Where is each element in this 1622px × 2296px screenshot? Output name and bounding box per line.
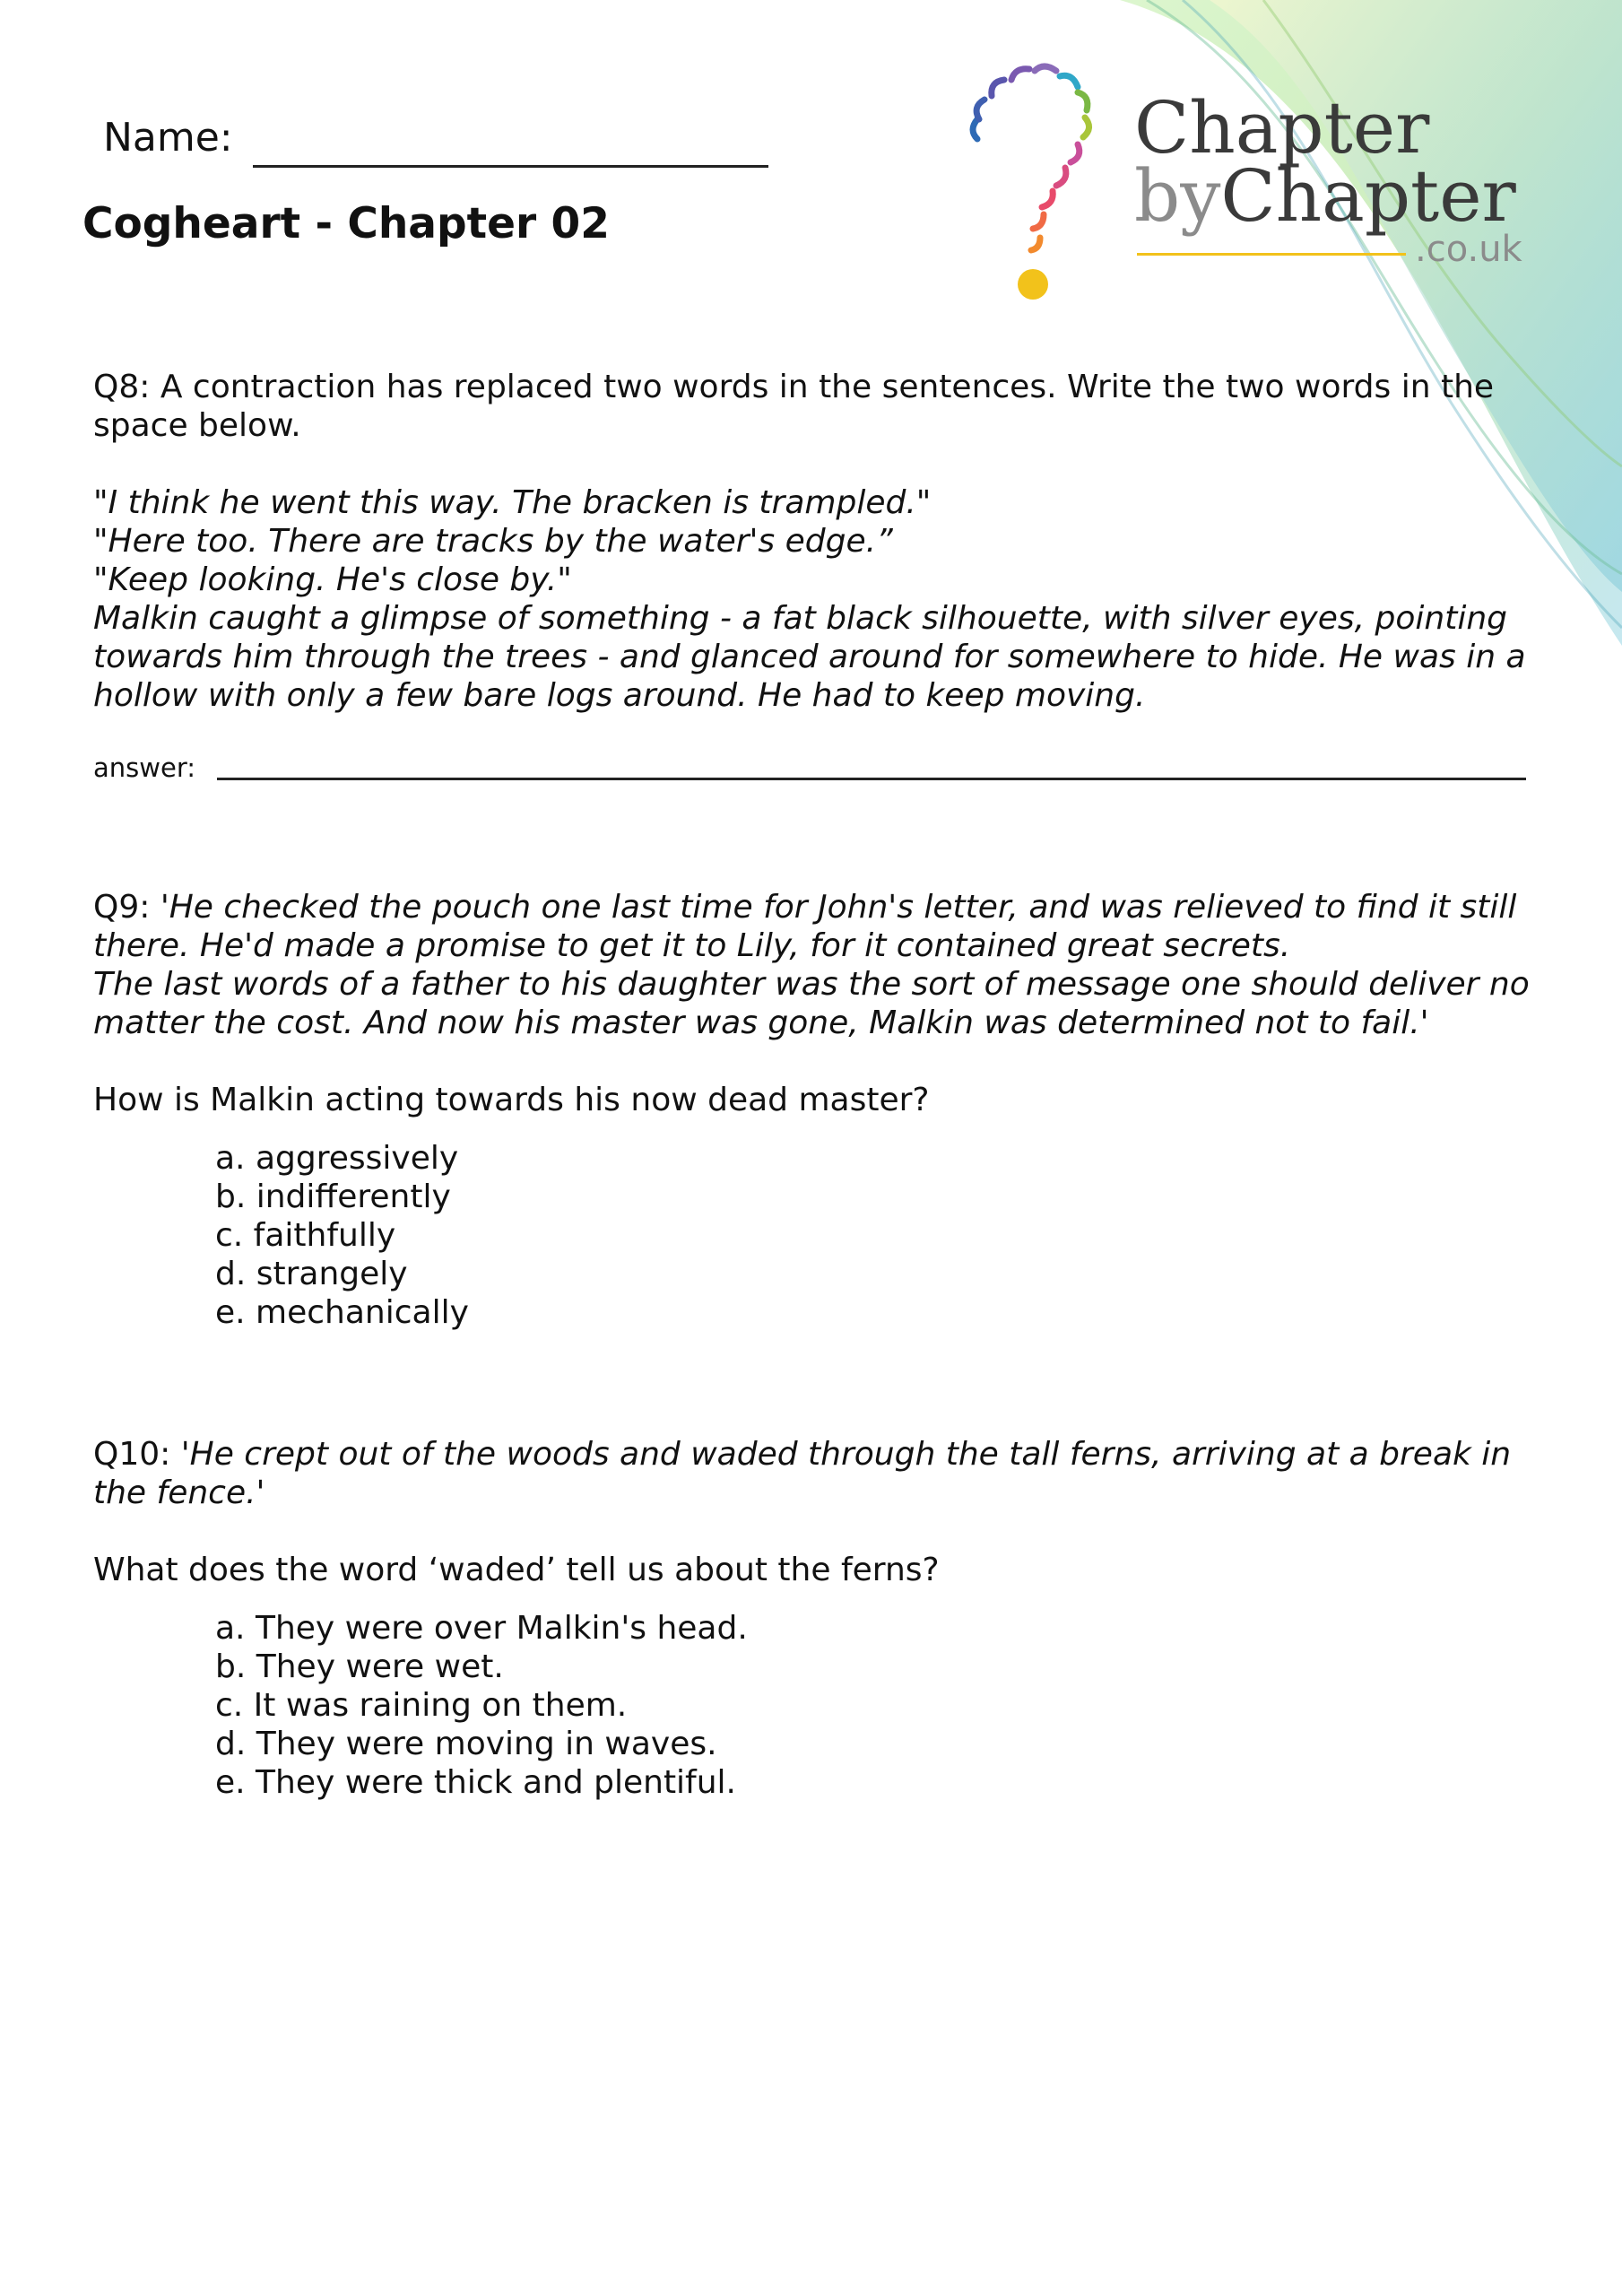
option-b[interactable]: b. They were wet. xyxy=(215,1648,504,1685)
answer-input-line[interactable] xyxy=(217,777,1526,780)
q9-options xyxy=(215,1139,1532,1332)
q8-question xyxy=(93,368,1532,445)
option-a[interactable]: a. They were over Malkin's head. xyxy=(215,1610,748,1647)
q10-options xyxy=(215,1609,1532,1802)
q10-number: Q10: xyxy=(93,1436,171,1473)
logo-word-chapter: Chapter xyxy=(1134,86,1430,170)
q10-quote xyxy=(93,1435,1532,1512)
q9-prompt: How is Malkin acting towards his now dead master? xyxy=(93,1082,930,1118)
q8-passage xyxy=(93,483,1532,715)
q8-passage-paragraph: Malkin caught a glimpse of something - a fat black silhouette, with silver eyes, pointing towards him through the trees - and glanced around for somewhere to hide. He was in a hollow with only a few bare logs around. He had to keep moving. xyxy=(93,600,1526,714)
q8-answer-row xyxy=(93,749,1532,787)
q8-passage-line: "Here too. There are tracks by the water's edge.” xyxy=(93,523,893,560)
logo-underline xyxy=(1137,253,1406,256)
question-mark-books-icon xyxy=(959,49,1116,309)
q8-number: Q8: xyxy=(93,369,151,405)
option-c[interactable]: c. It was raining on them. xyxy=(215,1687,628,1724)
q10-quote-text: 'He crept out of the woods and waded through the tall ferns, arriving at a break in the fence.' xyxy=(93,1436,1512,1511)
q10-prompt: What does the word ‘waded’ tell us about the ferns? xyxy=(93,1552,940,1588)
name-input-line[interactable] xyxy=(253,165,768,168)
answer-label: answer: xyxy=(93,752,196,783)
question-9 xyxy=(93,888,1532,1332)
q9-quote-line: The last words of a father to his daughter was the sort of message one should deliver no matter the cost. And now his master was gone, Malkin was determined not to fail.' xyxy=(93,966,1530,1041)
q8-passage-line: "I think he went this way. The bracken is trampled." xyxy=(93,484,932,521)
logo-domain-suffix: .co.uk xyxy=(1415,229,1522,270)
q9-number: Q9: xyxy=(93,889,151,926)
option-b[interactable]: b. indifferently xyxy=(215,1178,451,1215)
q9-quote-line: 'He checked the pouch one last time for John's letter, and was relieved to find it still there. He'd made a promise to get it to Lily, for it contained great secrets. xyxy=(93,889,1517,964)
q8-text: A contraction has replaced two words in the sentences. Write the two words in the space below. xyxy=(93,369,1495,444)
q9-quote xyxy=(93,888,1532,965)
option-e[interactable]: e. mechanically xyxy=(215,1294,469,1331)
q8-passage-line: "Keep looking. He's close by." xyxy=(93,561,572,598)
option-c[interactable]: c. faithfully xyxy=(215,1217,396,1254)
name-label: Name: xyxy=(103,115,233,161)
option-d[interactable]: d. strangely xyxy=(215,1256,408,1292)
page-title: Cogheart - Chapter 02 xyxy=(82,199,610,248)
question-8 xyxy=(93,368,1532,787)
logo-word-chapter-2: Chapter xyxy=(1220,154,1516,238)
logo-word-by: by xyxy=(1134,154,1221,238)
brand-logo-text xyxy=(1134,86,1516,238)
question-10 xyxy=(93,1435,1532,1802)
option-d[interactable]: d. They were moving in waves. xyxy=(215,1726,717,1762)
option-a[interactable]: a. aggressively xyxy=(215,1140,459,1177)
option-e[interactable]: e. They were thick and plentiful. xyxy=(215,1764,736,1801)
